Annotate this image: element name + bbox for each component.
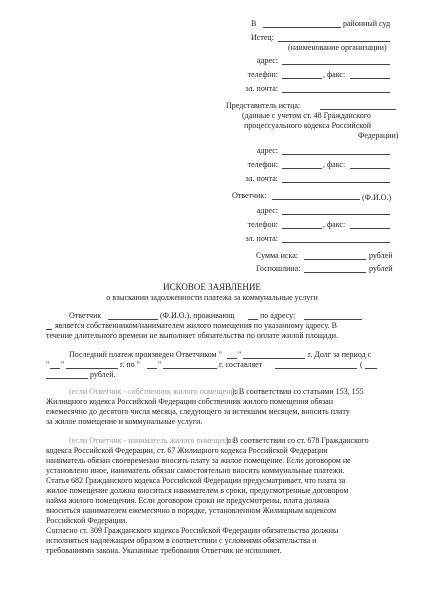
defendant-fax-line[interactable] xyxy=(350,228,390,229)
rep-fax-line[interactable] xyxy=(350,168,390,169)
plaintiff-phone-label: телефон: xyxy=(247,70,278,79)
p2-amount-line[interactable] xyxy=(275,368,357,369)
plaintiff-label: Истец: xyxy=(251,33,274,42)
p4-condition: (если Ответчик - наниматель жилого помещения xyxy=(69,436,236,445)
p4-line7: найма жилого помещения. Если договором сроки не предусмотрены, плата должна xyxy=(46,496,330,505)
duty-line[interactable] xyxy=(304,272,366,273)
rep-phone-label: телефон: xyxy=(247,160,278,169)
rep-hint-1: (данные с учетом ст. 48 Гражданского xyxy=(242,111,371,120)
document-title: ИСКОВОЕ ЗАЯВЛЕНИЕ xyxy=(163,282,261,292)
rep-hint-2: процессуального кодекса Российской xyxy=(244,121,372,130)
p2-paren: ( xyxy=(360,360,363,369)
p2-from-date-line[interactable] xyxy=(66,368,118,369)
defendant-fio-hint: (Ф.И.О.) xyxy=(362,193,392,202)
defendant-address-label: адрес: xyxy=(256,206,278,215)
p2-to-date-line[interactable] xyxy=(163,368,217,369)
defendant-fax-label: , факс: xyxy=(323,220,346,229)
defendant-email-label: эл. почта: xyxy=(245,234,278,243)
p5-line1: Согласно ст. 309 Гражданского кодекса Российской Федерации обязательства должны xyxy=(46,526,339,535)
defendant-label: Ответчик: xyxy=(232,191,267,200)
plaintiff-email-line[interactable] xyxy=(282,92,390,93)
p2-line1-b: " xyxy=(238,350,242,359)
p2-from-day-line[interactable] xyxy=(50,368,60,369)
p4-line8: вноситься нанимателем ежемесячно в порядке, установленном Жилищным кодексом xyxy=(46,506,337,515)
p2-q2: " xyxy=(61,360,65,369)
p4-line2: кодекса Российской Федерации, ст. 67 Жилищного кодекса Российской Федерации xyxy=(46,446,328,455)
p4-line1: ): В соответствии со ст. 678 Гражданского xyxy=(226,436,369,445)
plaintiff-email-label: эл. почта: xyxy=(245,84,278,93)
plaintiff-fax-label: , факс: xyxy=(323,70,346,79)
p2-to: г. по " xyxy=(120,360,140,369)
p3-line2: Жилищного кодекса Российской Федерации собственник жилого помещения обязан xyxy=(46,397,334,406)
sum-rubles: рублей xyxy=(369,251,393,260)
defendant-address-line[interactable] xyxy=(282,214,390,215)
p1-defendant-line[interactable] xyxy=(108,319,158,320)
p4-line4: установлено иное, наниматель обязан самостоятельно вносить коммунальные платежи. xyxy=(46,466,345,475)
p2-q3: " xyxy=(158,360,162,369)
rep-label: Представитель истца: xyxy=(226,101,301,110)
p1-address-label: по адресу: xyxy=(260,311,296,320)
p2-amount-words-line-2[interactable] xyxy=(46,378,88,379)
plaintiff-phone-line[interactable] xyxy=(282,78,322,79)
court-prefix: В xyxy=(251,19,257,28)
rep-email-line[interactable] xyxy=(282,182,390,183)
p2-to-day-line[interactable] xyxy=(147,368,157,369)
p4-line6: жилое помещение должна вноситься нанимателем в сроки, предусмотренные договором xyxy=(46,486,349,495)
p1-defendant: Ответчик xyxy=(69,311,102,320)
p5-line2: исполняться надлежащим образом в соответствии с условиями обязательства и xyxy=(46,536,317,545)
defendant-phone-line[interactable] xyxy=(282,228,322,229)
p2-q1: " xyxy=(46,360,50,369)
rep-fax-label: , факс: xyxy=(323,160,346,169)
p4-line9: Российской Федерации. xyxy=(46,516,128,525)
p1-address-line[interactable] xyxy=(304,319,362,320)
sum-line[interactable] xyxy=(304,259,366,260)
court-suffix: районный суд xyxy=(343,19,391,28)
p2-amount-words-line[interactable] xyxy=(365,368,377,369)
p3-line1: ): В соответствии со статьями 153, 155 xyxy=(232,387,364,396)
p2-date-line[interactable] xyxy=(243,358,305,359)
p1-line3: течение длительного времени не выполняет обязательства по оплате жилой площади. xyxy=(46,331,338,340)
p4-line3: наниматель обязан своевременно вносить плату за жилое помещение. Если договором не xyxy=(46,456,351,465)
plaintiff-address-line[interactable] xyxy=(282,64,390,65)
defendant-email-line[interactable] xyxy=(282,242,390,243)
p5-line3: требованиями закона. Указанные требования Ответчик не исполняет. xyxy=(46,546,282,555)
plaintiff-fax-line[interactable] xyxy=(350,78,390,79)
document-subtitle: о взыскании задолженности платежа за коммунальные услуги xyxy=(106,293,318,302)
p1-fio: (Ф.И.О.), проживающ xyxy=(160,311,235,320)
rep-hint-3: Федерации) xyxy=(358,131,399,140)
p2-day-line[interactable] xyxy=(227,358,237,359)
p2-line1-a: Последний платеж произведен Ответчиком " xyxy=(69,350,222,359)
defendant-line[interactable] xyxy=(272,199,360,200)
rep-phone-line[interactable] xyxy=(282,168,322,169)
p3-line4: за жилое помещение и коммунальные услуги. xyxy=(46,417,203,426)
p1-address-line-2[interactable] xyxy=(46,329,52,330)
sum-label: Сумма иска: xyxy=(256,251,299,260)
p4-line5: Статья 682 Гражданского кодекса Российской Федерации предусматривает, что плата за xyxy=(46,476,346,485)
p3-condition: (если Ответчик - собственник жилого помещения xyxy=(69,387,239,396)
plaintiff-address-label: адрес: xyxy=(256,56,278,65)
org-hint: (наименование организации) xyxy=(288,43,387,52)
p3-line3: ежемесячно до десятого числа месяца, следующего за истекшим месяцем, вносить плату xyxy=(46,407,350,416)
rep-address-line[interactable] xyxy=(282,154,390,155)
plaintiff-line[interactable] xyxy=(278,41,390,42)
p1-line2: является собственником/нанимателем жилого помещения по указанному адресу. В xyxy=(55,321,337,330)
court-name-line[interactable] xyxy=(263,27,341,28)
p2-amount-label: г. составляет xyxy=(219,360,263,369)
duty-rubles: рублей xyxy=(369,264,393,273)
duty-label: Госпошлина: xyxy=(256,264,301,273)
rep-line[interactable] xyxy=(320,109,396,110)
p1-ending-line[interactable] xyxy=(248,319,258,320)
defendant-phone-label: телефон: xyxy=(247,220,278,229)
p2-line1-c: г. Долг за период с xyxy=(308,350,372,359)
p2-rubles: рублей. xyxy=(90,370,116,379)
rep-address-label: адрес: xyxy=(256,146,278,155)
rep-email-label: эл. почта: xyxy=(245,174,278,183)
